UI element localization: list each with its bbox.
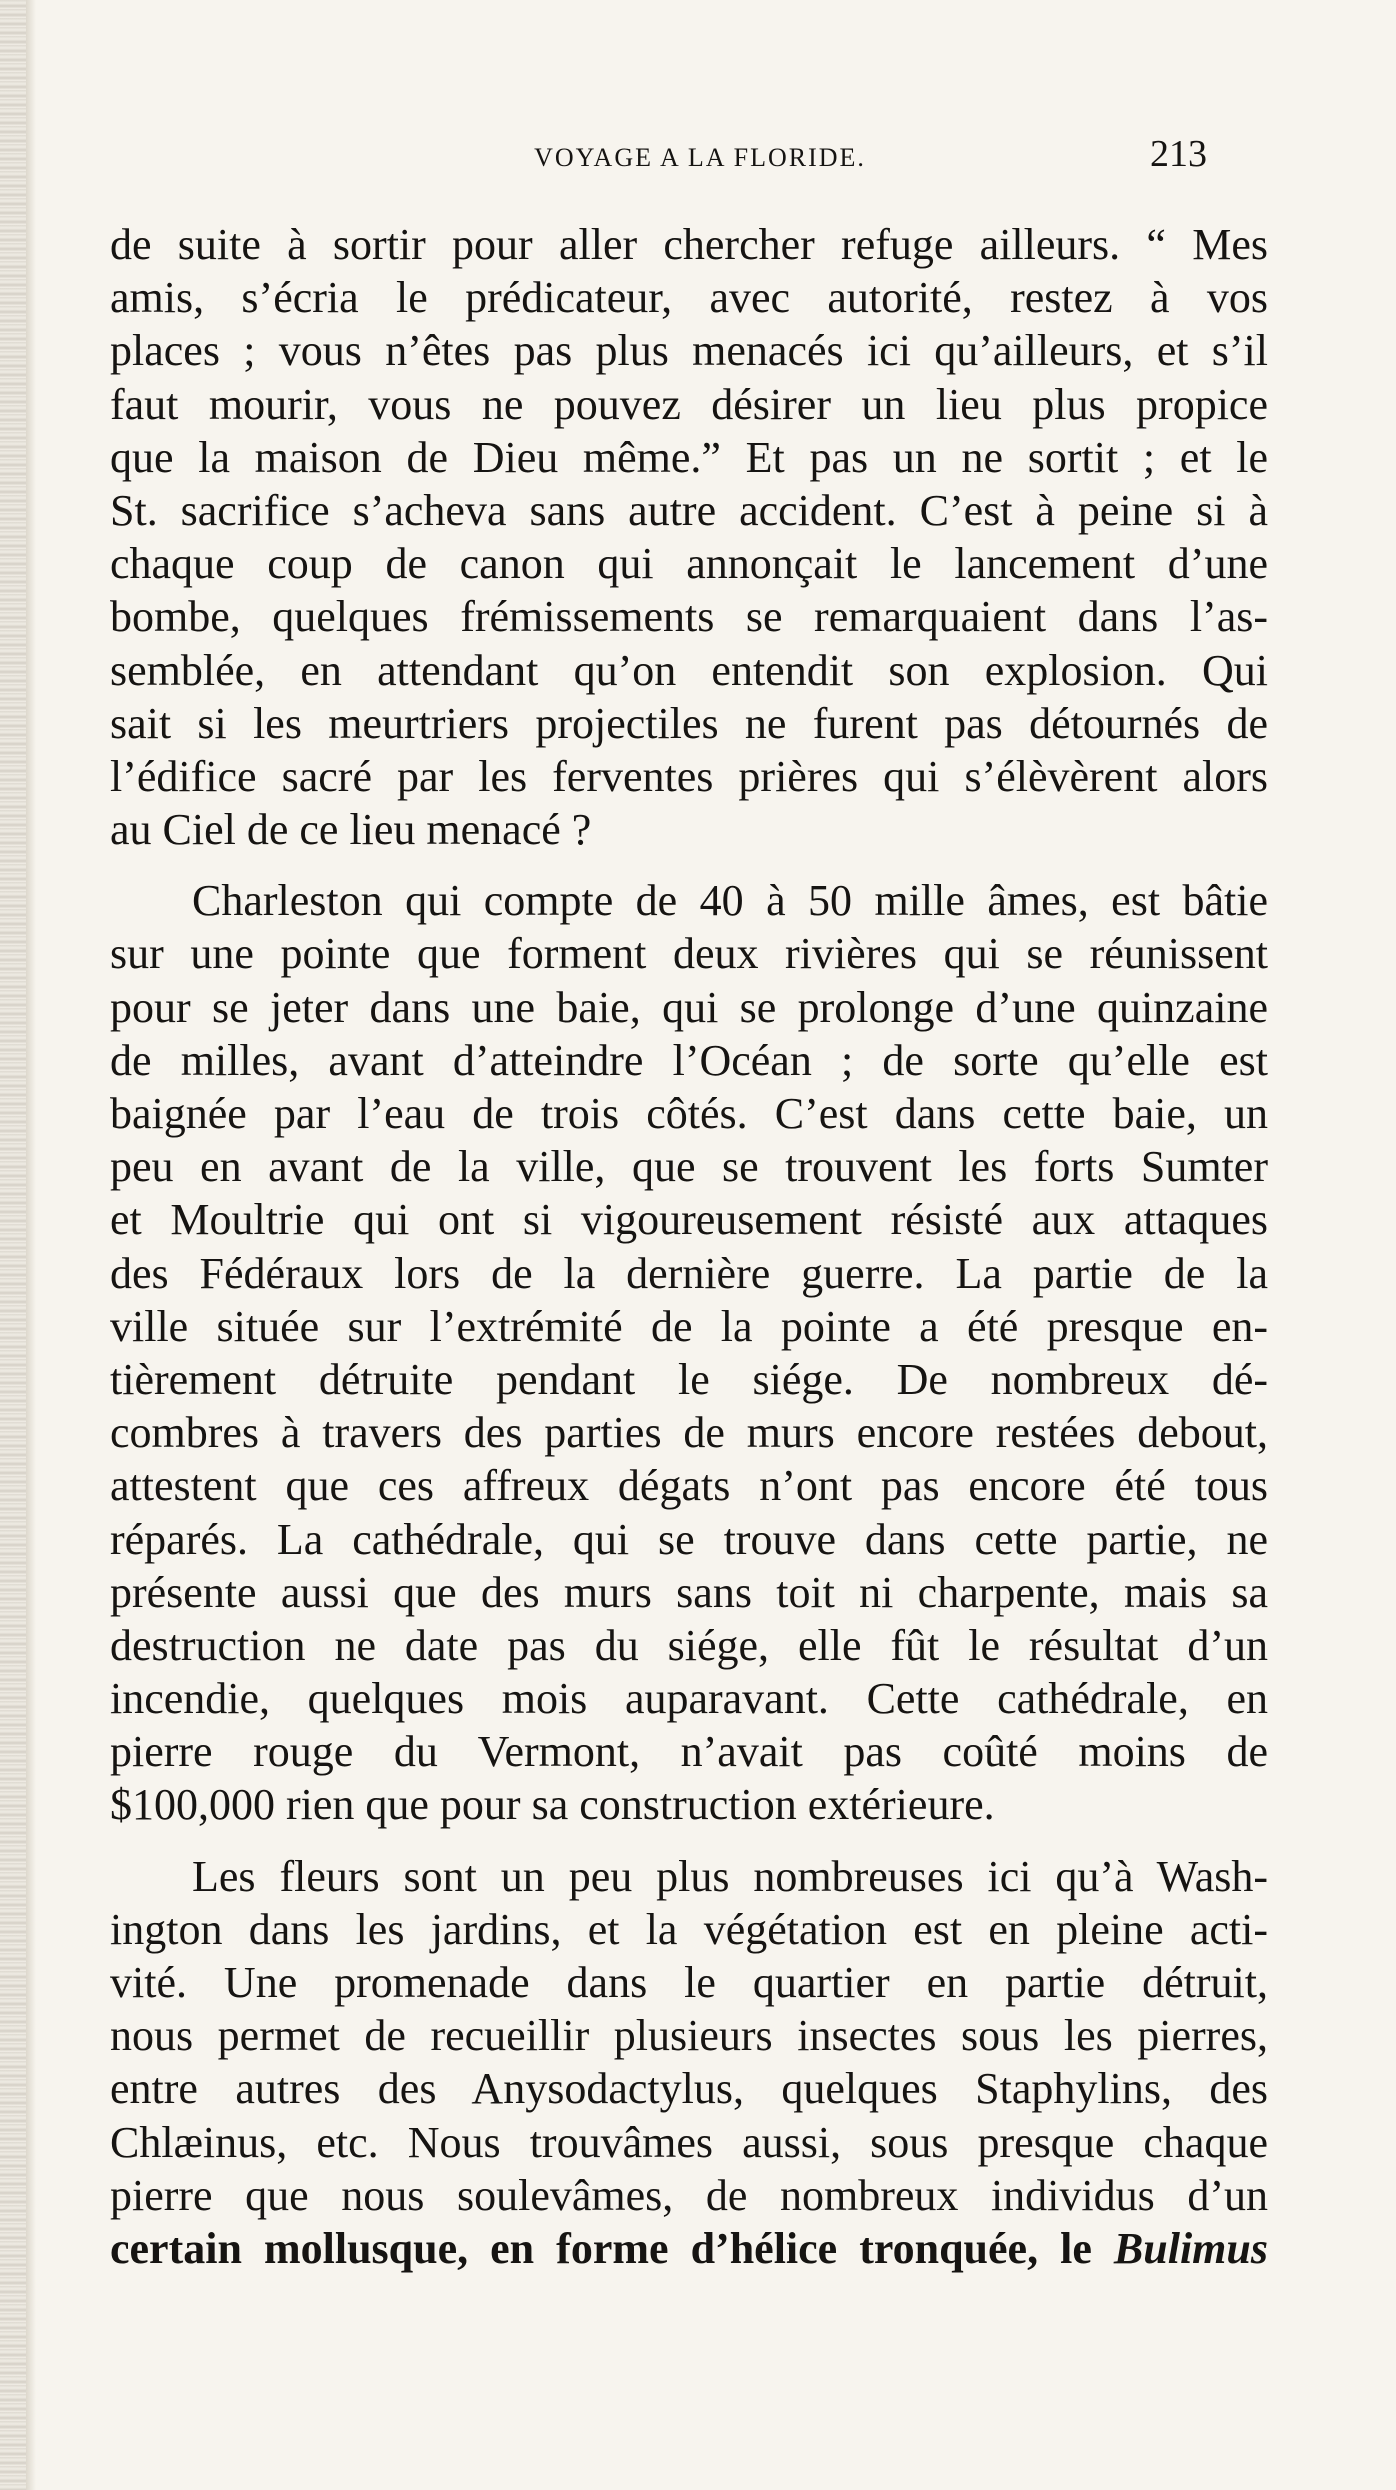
text-line: au Ciel de ce lieu menacé ? <box>110 805 592 855</box>
text-line: réparés. La cathédrale, qui se trouve dans cette partie, ne <box>110 1514 1268 1564</box>
text-line: pierre rouge du Vermont, n’avait pas coûté moins de <box>110 1727 1268 1777</box>
text-line: présente aussi que des murs sans toit ni charpente, mais sa <box>110 1567 1268 1617</box>
text-line: sur une pointe que forment deux rivières qui se réunissent <box>110 929 1268 979</box>
text-line: ville située sur l’extrémité de la pointe a été presque en- <box>110 1301 1268 1351</box>
text-line: Chlæinus, etc. Nous trouvâmes aussi, sous presque chaque <box>110 2117 1268 2167</box>
text-line: des Fédéraux lors de la dernière guerre. La partie de la <box>110 1248 1268 1298</box>
text-line: et Moultrie qui ont si vigoureusement résisté aux attaques <box>110 1195 1268 1245</box>
text-line: que la maison de Dieu même.” Et pas un ne sortit ; et le <box>110 432 1268 482</box>
text-line: semblée, en attendant qu’on entendit son explosion. Qui <box>110 645 1268 695</box>
text-line: incendie, quelques mois auparavant. Cette cathédrale, en <box>110 1674 1268 1724</box>
page-header <box>0 0 1396 200</box>
text-line: ington dans les jardins, et la végétation est en pleine acti- <box>110 1904 1268 1954</box>
text-line: nous permet de recueillir plusieurs insectes sous les pierres, <box>110 2011 1268 2061</box>
text-line: $100,000 rien que pour sa construction extérieure. <box>110 1780 995 1830</box>
final-line-text: certain mollusque, en forme d’hélice tronquée, le <box>110 2223 1092 2273</box>
text-line: Charleston qui compte de 40 à 50 mille âmes, est bâtie <box>192 876 1268 926</box>
text-line-final <box>110 2222 1268 2275</box>
page-gutter-shadow <box>26 0 36 2490</box>
text-line: destruction ne date pas du siége, elle fût le résultat d’un <box>110 1620 1268 1670</box>
running-head: VOYAGE A LA FLORIDE. <box>534 143 866 172</box>
text-line: chaque coup de canon qui annonçait le lancement d’une <box>110 539 1268 589</box>
italic-term: Bulimus <box>1113 2223 1268 2273</box>
text-line: de suite à sortir pour aller chercher refuge ailleurs. “ Mes <box>110 220 1268 269</box>
paragraph-3 <box>110 1850 1268 2276</box>
text-line: attestent que ces affreux dégats n’ont pas encore été tous <box>110 1461 1268 1511</box>
paragraph-1 <box>110 218 1268 856</box>
text-line: pour se jeter dans une baie, qui se prolonge d’une quinzaine <box>110 982 1268 1032</box>
text-line: tièrement détruite pendant le siége. De nombreux dé- <box>110 1354 1268 1404</box>
text-line: baignée par l’eau de trois côtés. C’est dans cette baie, un <box>110 1089 1268 1138</box>
text-line: entre autres des Anysodactylus, quelques Staphylins, des <box>110 2064 1268 2114</box>
text-line: Les fleurs sont un peu plus nombreuses ici qu’à Wash- <box>192 1851 1268 1901</box>
text-line: bombe, quelques frémissements se remarquaient dans l’as- <box>110 592 1268 642</box>
text-line: St. sacrifice s’acheva sans autre accident. C’est à peine si à <box>110 485 1268 535</box>
text-line: combres à travers des parties de murs encore restées debout, <box>110 1408 1268 1458</box>
text-line: peu en avant de la ville, que se trouvent les forts Sumter <box>110 1142 1268 1192</box>
text-line: faut mourir, vous ne pouvez désirer un lieu plus propice <box>110 379 1268 429</box>
text-line: amis, s’écria le prédicateur, avec autorité, restez à vos <box>110 273 1268 323</box>
body-text <box>110 218 1268 2275</box>
page-gutter-edge <box>0 0 26 2490</box>
text-line: pierre que nous soulevâmes, de nombreux individus d’un <box>110 2170 1268 2220</box>
text-line: de milles, avant d’atteindre l’Océan ; de sorte qu’elle est <box>110 1035 1268 1085</box>
text-line: vité. Une promenade dans le quartier en partie détruit, <box>110 1958 1268 2007</box>
page-number: 213 <box>1150 133 1207 175</box>
text-line: places ; vous n’êtes pas plus menacés ici qu’ailleurs, et s’il <box>110 326 1268 376</box>
paragraph-2 <box>110 874 1268 1831</box>
text-line: sait si les meurtriers projectiles ne furent pas détournés de <box>110 698 1268 748</box>
text-line: l’édifice sacré par les ferventes prières qui s’élèvèrent alors <box>110 751 1268 801</box>
